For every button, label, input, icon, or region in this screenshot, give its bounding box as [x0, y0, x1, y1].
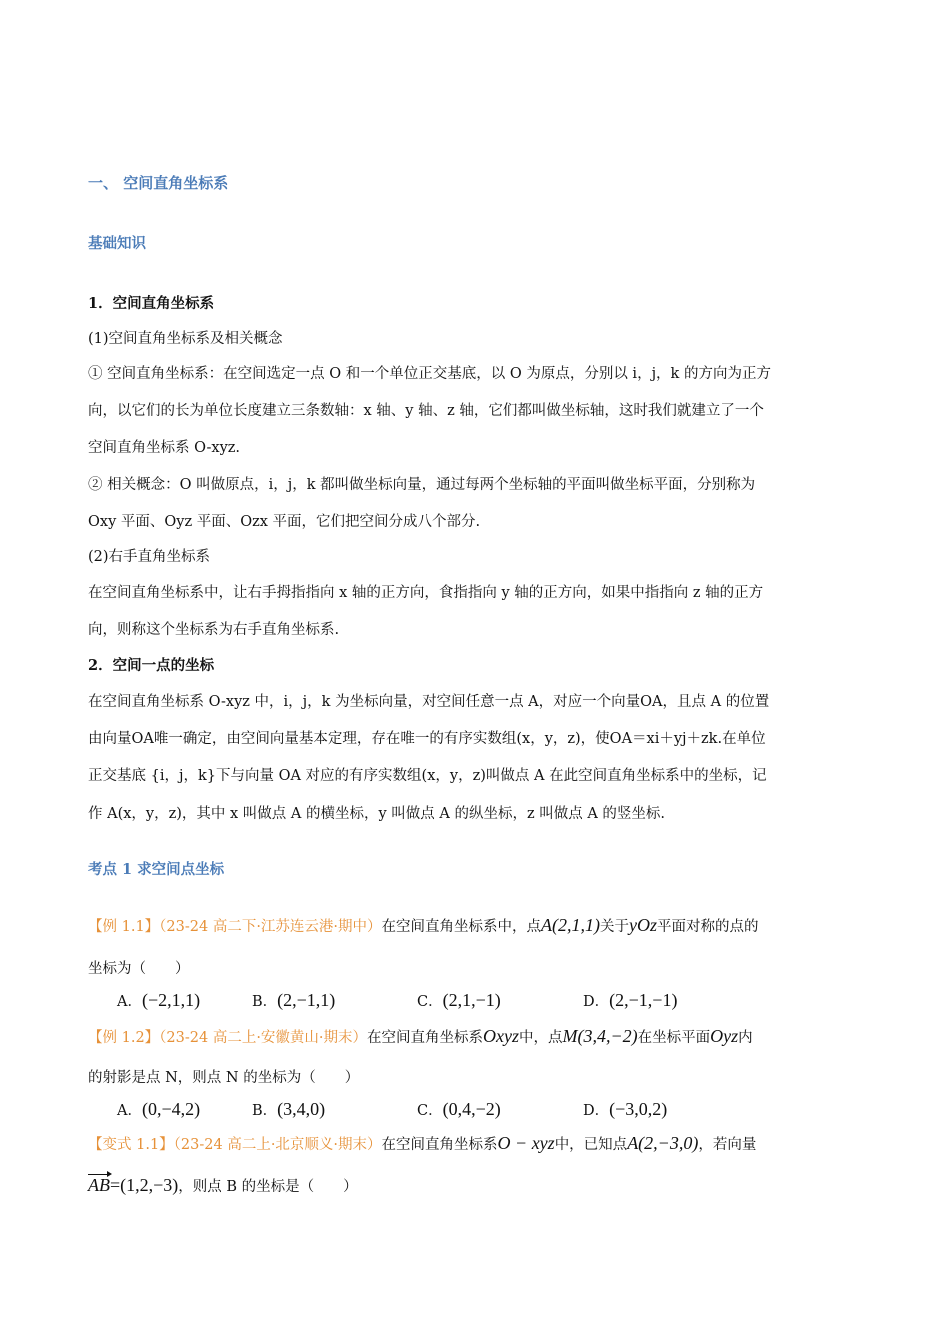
option-b[interactable]: B．(2,−1,1): [252, 990, 336, 1010]
variant-1-1-line1: 【变式 1.1】（23-24 高二上·北京顺义·期末）在空间直角坐标系O − xyz中，已知点A(2,−3,0)，若向量: [88, 1133, 757, 1153]
paragraph-line: 作 A(x，y，z)，其中 x 叫做点 A 的横坐标，y 叫做点 A 的纵坐标，z 叫做点 A 的竖坐标.: [88, 806, 666, 822]
option-a[interactable]: A．(0,−4,2): [117, 1099, 201, 1119]
example-tag: 【例 1.1】（23-24 高二下·江苏连云港·期中）: [88, 919, 382, 935]
paragraph-line: 空间直角坐标系 O-xyz.: [88, 440, 241, 456]
paragraph-line: 向，以它们的长为单位长度建立三条数轴：x 轴、y 轴、z 轴，它们都叫做坐标轴，这时我们就建立了一个: [88, 403, 764, 419]
kaodian-heading: 考点 1 求空间点坐标: [88, 861, 225, 878]
section-subtitle: 基础知识: [88, 235, 146, 252]
option-c[interactable]: C．(2,1,−1): [417, 990, 501, 1010]
option-d[interactable]: D．(−3,0,2): [583, 1099, 668, 1119]
section-title: 一、 空间直角坐标系: [88, 174, 229, 192]
paragraph-line: ② 相关概念：O 叫做原点，i，j，k 都叫做坐标向量，通过每两个坐标轴的平面叫做坐标平面，分别称为: [88, 477, 756, 493]
example-1-2-line2: 的射影是点 N，则点 N 的坐标为（ ）: [88, 1070, 360, 1086]
example-tag: 【变式 1.1】（23-24 高二上·北京顺义·期末）: [88, 1137, 382, 1153]
option-d[interactable]: D．(2,−1,−1): [583, 990, 678, 1010]
subheading-1: (1)空间直角坐标系及相关概念: [88, 331, 283, 347]
option-a[interactable]: A．(−2,1,1): [117, 990, 201, 1010]
paragraph-line: ① 空间直角坐标系：在空间选定一点 O 和一个单位正交基底，以 O 为原点，分别以 i，j，k 的方向为正方: [88, 366, 771, 382]
paragraph-line: 由向量OA唯一确定，由空间向量基本定理，存在唯一的有序实数组(x，y，z)，使OA＝xi＋yj＋zk.在单位: [88, 731, 766, 747]
paragraph-line: 正交基底 {i，j，k}下与向量 OA 对应的有序实数组(x，y，z)叫做点 A 在此空间直角坐标系中的坐标，记: [88, 768, 767, 784]
vector-ab: AB: [88, 1175, 110, 1195]
paragraph-line: Oxy 平面、Oyz 平面、Ozx 平面，它们把空间分成八个部分.: [88, 514, 481, 530]
paragraph-line: 在空间直角坐标系中，让右手拇指指向 x 轴的正方向，食指指向 y 轴的正方向，如果中指指向 z 轴的正方: [88, 585, 764, 601]
example-1-1-line2: 坐标为（ ）: [88, 961, 190, 977]
option-c[interactable]: C．(0,4,−2): [417, 1099, 501, 1119]
heading-1: 1．空间直角坐标系: [88, 295, 215, 312]
example-1-2-line1: 【例 1.2】（23-24 高二上·安徽黄山·期末）在空间直角坐标系Oxyz中，点M(3,4,−2)在坐标平面Oyz内: [88, 1026, 753, 1046]
example-tag: 【例 1.2】（23-24 高二上·安徽黄山·期末）: [88, 1030, 368, 1046]
heading-2: 2．空间一点的坐标: [88, 657, 215, 674]
example-1-1-line1: 【例 1.1】（23-24 高二下·江苏连云港·期中）在空间直角坐标系中，点A(2,1,1)关于yOz平面对称的点的: [88, 915, 759, 935]
paragraph-line: 向，则称这个坐标系为右手直角坐标系.: [88, 622, 340, 638]
paragraph-line: 在空间直角坐标系 O-xyz 中，i，j，k 为坐标向量，对空间任意一点 A，对应一个向量OA，且点 A 的位置: [88, 694, 770, 710]
variant-1-1-line2: AB=(1,2,−3)，则点 B 的坐标是（ ）: [88, 1175, 358, 1195]
option-b[interactable]: B．(3,4,0): [252, 1099, 326, 1119]
subheading-2: (2)右手直角坐标系: [88, 549, 211, 565]
